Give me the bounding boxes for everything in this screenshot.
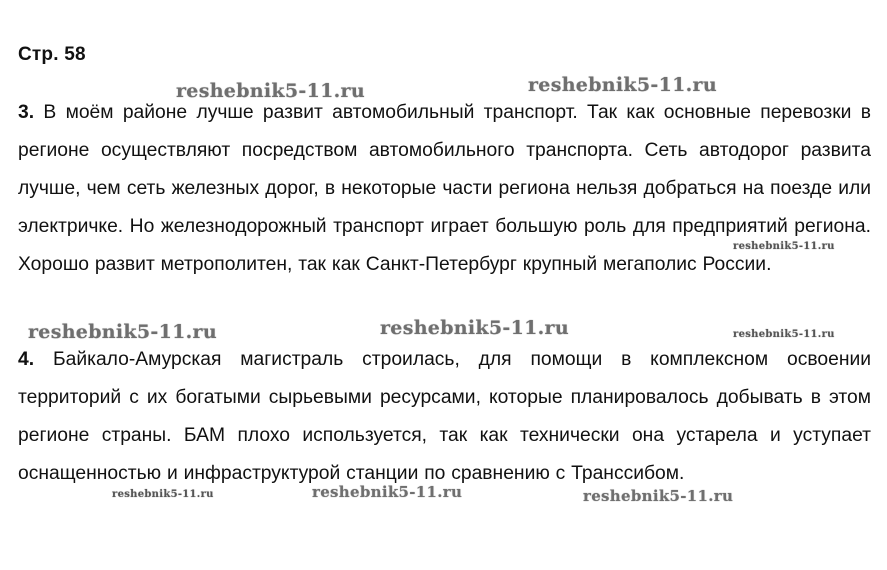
paragraph-number: 4. [18,349,35,370]
watermark: reshebnik5-11.ru [112,489,214,500]
paragraph-text: Байкало-Амурская магистраль строилась, для помощи в комплексном освоении территорий с их богатыми сырьевыми ресурсами, которые планировалось добывать в этом регионе страны. БАМ плохо используется, так как технически она устарела и уступает оснащенностью и инфраструктурой станции по сравнению с Транссибом. [18,349,872,484]
answer-paragraph-4 [18,341,871,493]
page-number-heading: Стр. 58 [18,44,86,65]
paragraph-number: 3. [18,102,35,123]
watermark: reshebnik5-11.ru [733,329,835,340]
answer-paragraph-3 [18,94,871,284]
watermark: reshebnik5-11.ru [176,80,365,102]
watermark: reshebnik5-11.ru [380,317,569,339]
paragraph-text: В моём районе лучше развит автомобильный транспорт. Так как основные перевозки в регионе осуществляют посредством автомобильного транспорта. Сеть автодорог развита лучше, чем сеть железных дорог, в некоторые части региона нельзя добраться на поезде или электричке. Но железнодорожный транспорт играет большую роль для предприятий региона. Хорошо развит метрополитен, так как Санкт-Петербург крупный мегаполис России. [18,102,872,275]
watermark: reshebnik5-11.ru [733,241,835,252]
watermark: reshebnik5-11.ru [312,483,463,501]
watermark: reshebnik5-11.ru [583,487,734,505]
watermark: reshebnik5-11.ru [28,321,217,343]
watermark: reshebnik5-11.ru [528,74,717,96]
